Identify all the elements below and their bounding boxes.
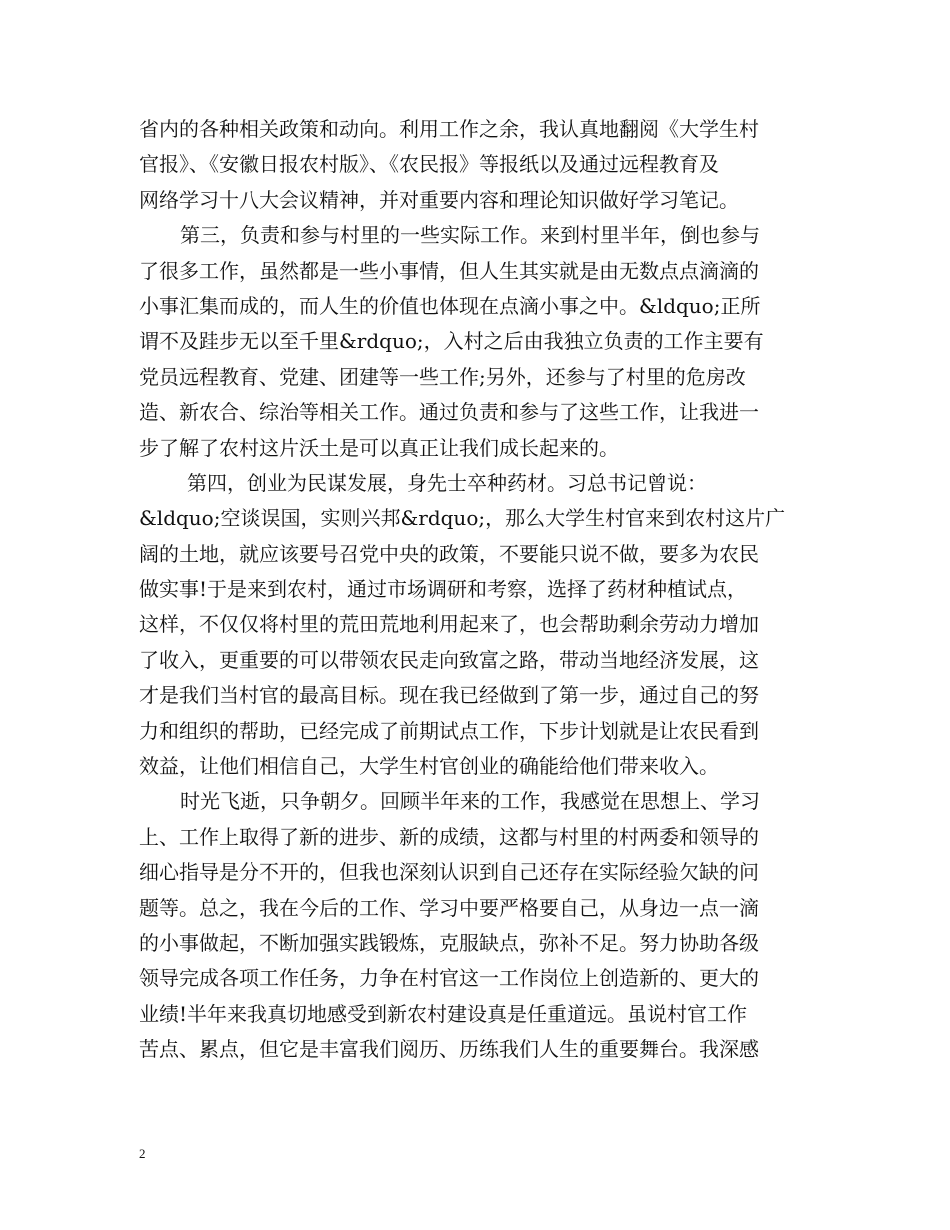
text-line: 效益，让他们相信自己，大学生村官创业的确能给他们带来收入。 — [139, 754, 719, 779]
text-line: 造、新农合、综治等相关工作。通过负责和参与了这些工作，让我进一 — [139, 400, 759, 425]
text-line: 苦点、累点，但它是丰富我们阅历、历练我们人生的重要舞台。我深感 — [139, 1037, 759, 1062]
text-line: 小事汇集而成的，而人生的价值也体现在点滴小事之中。&ldquo;正所 — [139, 293, 761, 318]
text-line: &ldquo;空谈误国，实则兴邦&rdquo;，那么大学生村官来到农村这片广 — [139, 506, 786, 531]
text-line: 细心指导是分不开的，但我也深刻认识到自己还存在实际经验欠缺的问 — [139, 860, 759, 885]
body-text — [139, 112, 819, 1068]
text-line: 的小事做起，不断加强实践锻炼，克服缺点，弥补不足。努力协助各级 — [139, 930, 759, 955]
text-line: 阔的土地，就应该要号召党中央的政策，不要能只说不做，要多为农民 — [139, 541, 759, 566]
text-line: 了收入，更重要的可以带领农民走向致富之路，带动当地经济发展，这 — [139, 647, 759, 672]
text-line: 网络学习十八大会议精神，并对重要内容和理论知识做好学习笔记。 — [139, 187, 739, 212]
text-line: 步了解了农村这片沃土是可以真正让我们成长起来的。 — [139, 435, 619, 460]
text-line: 第四，创业为民谋发展，身先士卒种药材。习总书记曾说： — [187, 470, 707, 495]
text-line: 时光飞逝，只争朝夕。回顾半年来的工作，我感觉在思想上、学习 — [180, 789, 760, 814]
text-line: 才是我们当村官的最高目标。现在我已经做到了第一步，通过自己的努 — [139, 683, 759, 708]
text-line: 官报》、《安徽日报农村版》、《农民报》等报纸以及通过远程教育及 — [139, 152, 719, 177]
text-line: 业绩!半年来我真切地感受到新农村建设真是任重道远。虽说村官工作 — [139, 1001, 748, 1026]
text-line: 领导完成各项工作任务，力争在村官这一工作岗位上创造新的、更大的 — [139, 966, 759, 991]
text-line: 力和组织的帮助，已经完成了前期试点工作，下步计划就是让农民看到 — [139, 718, 759, 743]
text-line: 省内的各种相关政策和动向。利用工作之余，我认真地翻阅《大学生村 — [139, 117, 759, 141]
text-line: 谓不及跬步无以至千里&rdquo;，入村之后由我独立负责的工作主要有 — [139, 329, 764, 354]
text-line: 党员远程教育、党建、团建等一些工作;另外，还参与了村里的危房改 — [139, 364, 746, 389]
text-line: 这样，不仅仅将村里的荒田荒地利用起来了，也会帮助剩余劳动力增加 — [139, 612, 759, 637]
text-line: 做实事!于是来到农村，通过市场调研和考察，选择了药材种植试点， — [139, 577, 748, 602]
text-line: 了很多工作，虽然都是一些小事情，但人生其实就是由无数点点滴滴的 — [139, 258, 759, 283]
page-number: 2 — [139, 1146, 146, 1161]
text-line: 上、工作上取得了新的进步、新的成绩，这都与村里的村两委和领导的 — [139, 824, 759, 849]
text-line: 题等。总之，我在今后的工作、学习中要严格要自己，从身边一点一滴 — [139, 895, 759, 920]
text-line: 第三，负责和参与村里的一些实际工作。来到村里半年，倒也参与 — [180, 223, 760, 248]
